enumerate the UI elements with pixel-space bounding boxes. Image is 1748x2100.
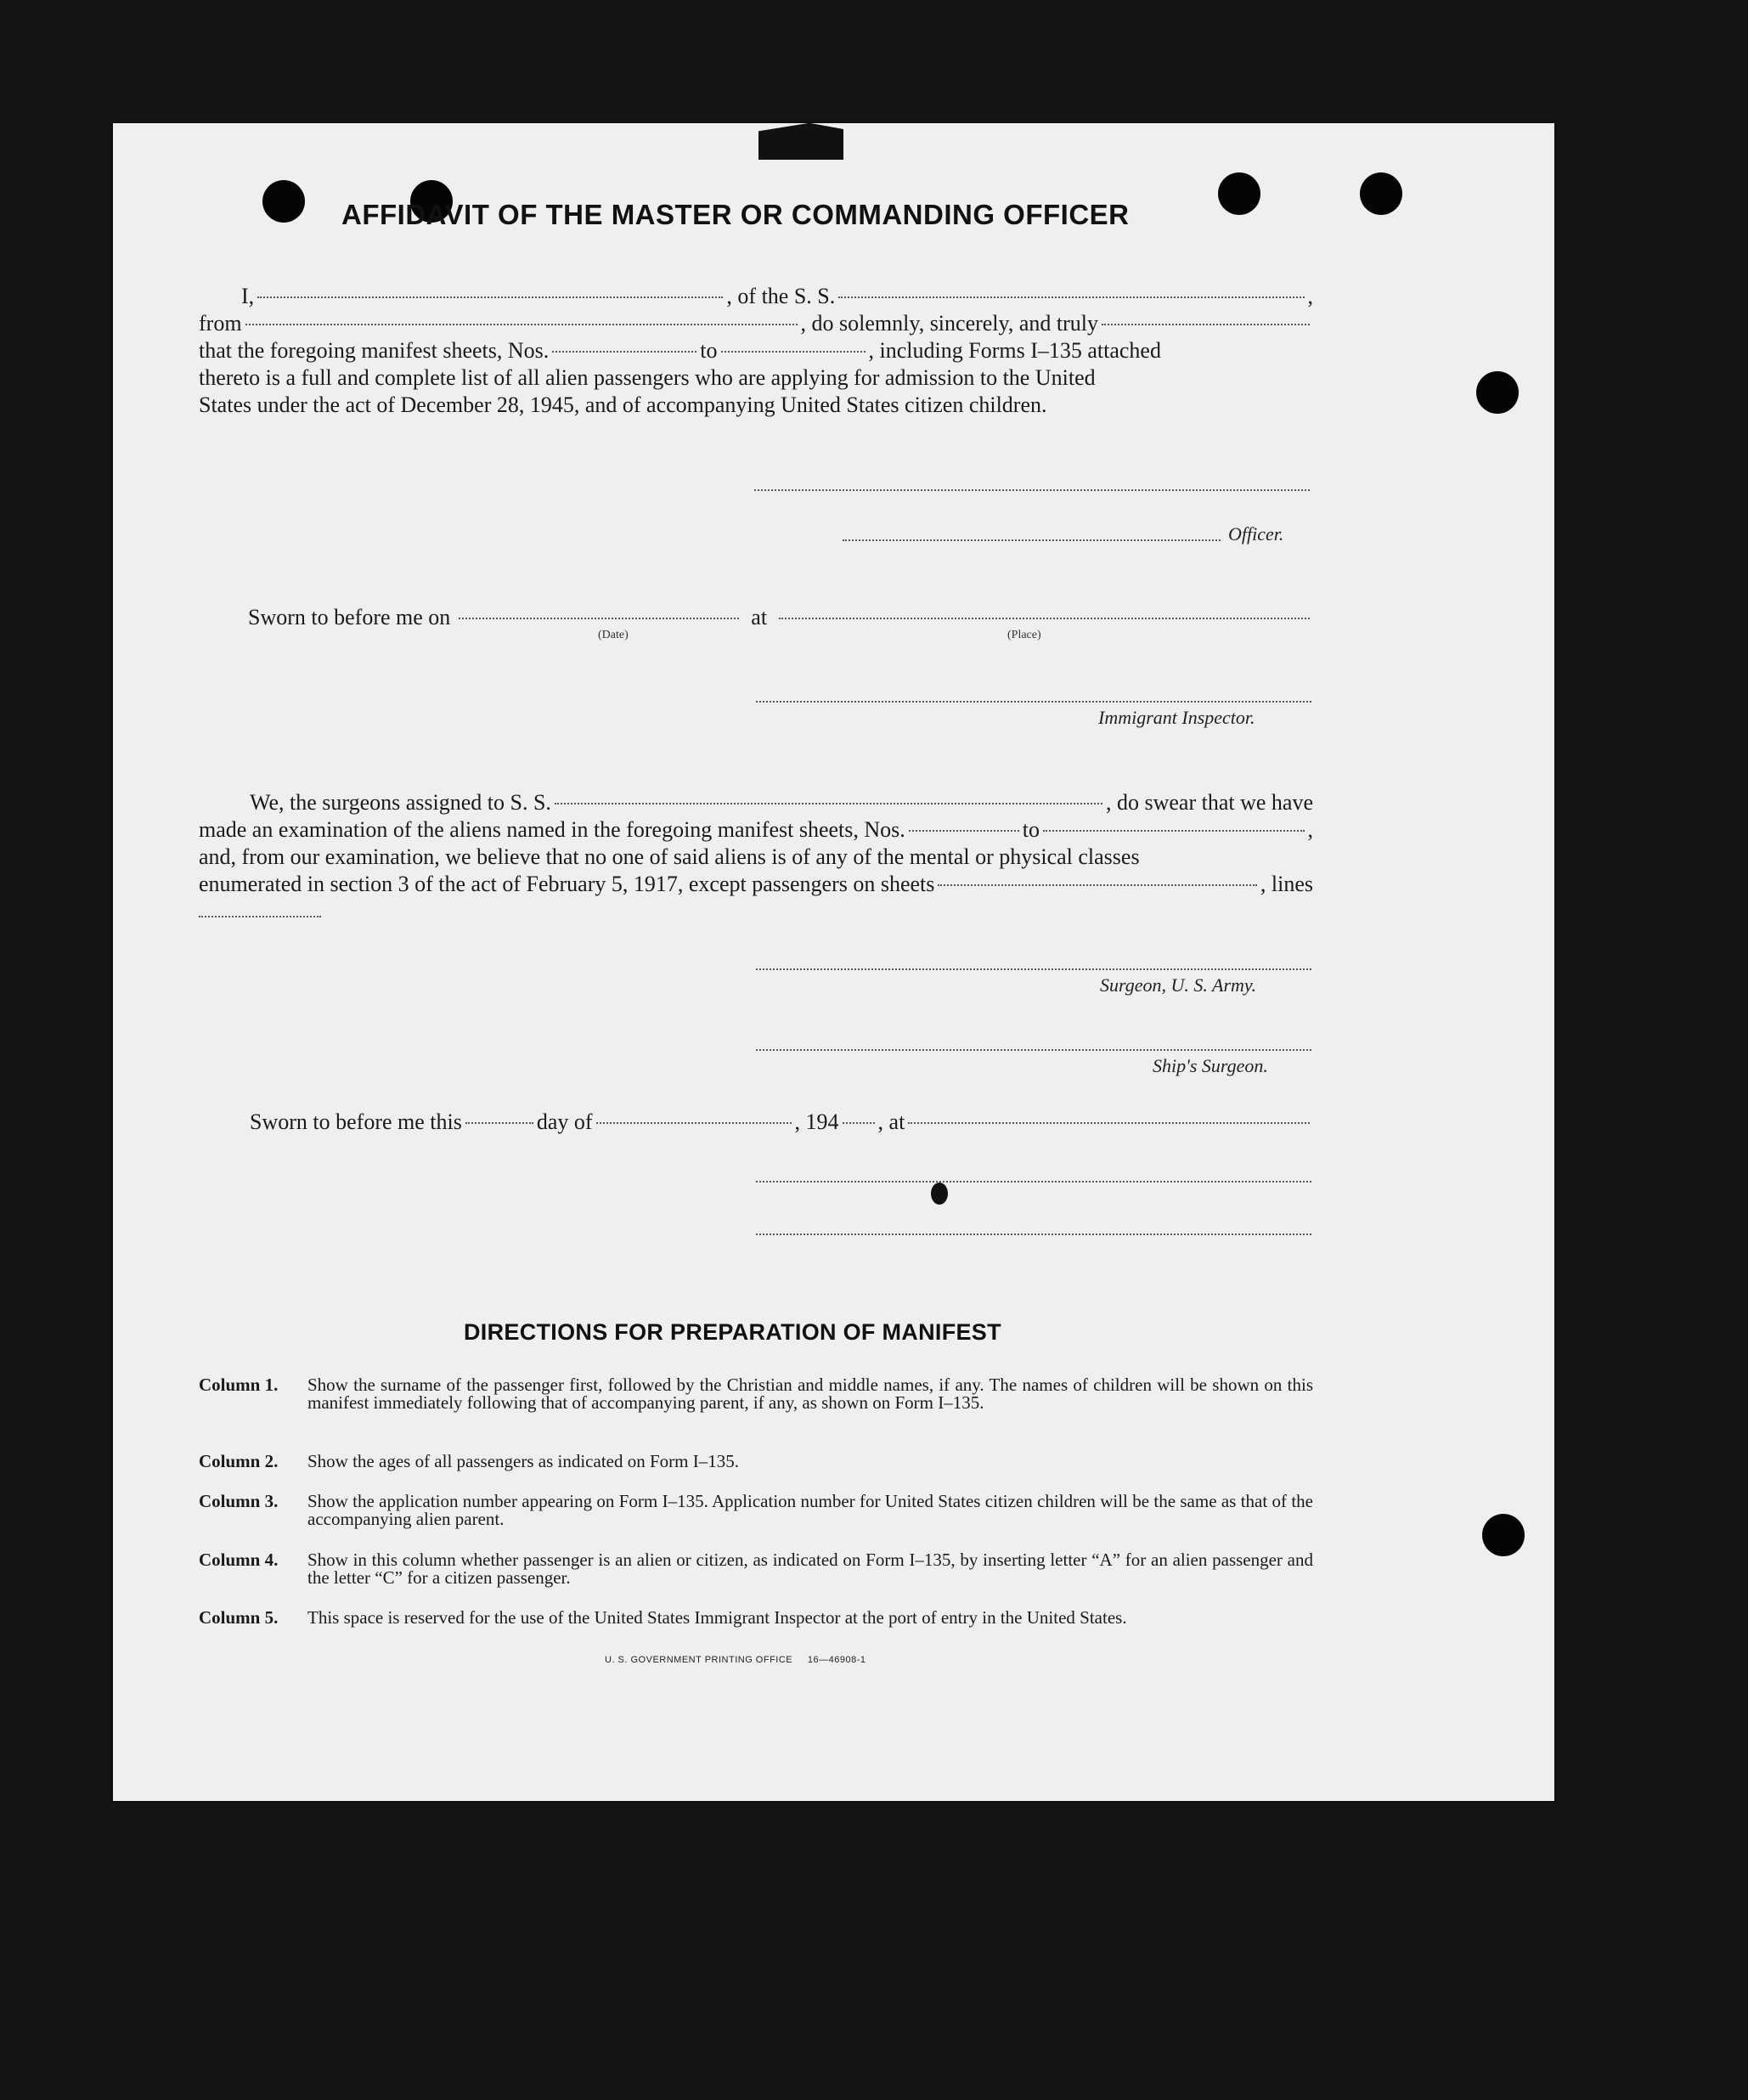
affirm-field[interactable] [1102, 324, 1310, 325]
surgeons-line-3: and, from our examination, we believe that no one of said aliens is of any of the mental or physical classes [199, 844, 1140, 869]
officer-signature-line-1[interactable] [754, 489, 1310, 491]
affidavit-line-1: I, , of the S. S. , [241, 284, 1314, 308]
punch-hole [1360, 172, 1402, 215]
surgeons-line-4: enumerated in section 3 of the act of February 5, 1917, except passengers on sheets , lines [199, 872, 1313, 896]
directions-title: DIRECTIONS FOR PREPARATION OF MANIFEST [464, 1319, 1001, 1345]
sworn-at-field[interactable] [908, 1122, 1310, 1124]
punch-hole [1482, 1514, 1525, 1556]
sworn-place-field[interactable] [779, 618, 1310, 619]
except-sheets-field[interactable] [938, 884, 1256, 886]
punch-hole [262, 180, 305, 223]
ship-surgeon-signature-line[interactable] [756, 1049, 1311, 1051]
ship-surgeon-label: Ship's Surgeon. [1153, 1055, 1268, 1076]
from-port-field[interactable] [245, 324, 798, 325]
affidavit-line-5: States under the act of December 28, 1945, and of accompanying United States citizen children. [199, 392, 1047, 417]
affidavit-line-4: thereto is a full and complete list of all alien passengers who are applying for admission to the United [199, 365, 1096, 390]
sworn-month-field[interactable] [596, 1122, 792, 1124]
surgeons-line-1: We, the surgeons assigned to S. S. , do swear that we have [250, 790, 1313, 815]
punch-hole [1218, 172, 1260, 215]
direction-item: Column 4. Show in this column whether passenger is an alien or citizen, as indicated on Form I–135, by inserting letter “A” for an alien passenger and the letter “C” for a citizen passenger. [199, 1550, 1313, 1588]
printing-office-footer: U. S. GOVERNMENT PRINTING OFFICE 16—46908-1 [605, 1655, 866, 1665]
affidavit-line-2: from , do solemnly, sincerely, and truly [199, 310, 1313, 337]
sworn-signature-line-1[interactable] [756, 1181, 1311, 1183]
sworn-day-field[interactable] [465, 1122, 533, 1124]
ink-blot [931, 1183, 948, 1205]
affidavit-title: AFFIDAVIT OF THE MASTER OR COMMANDING OFFICER [341, 199, 1130, 230]
officer-label: Officer. [1228, 523, 1284, 545]
surgeons-line-2: made an examination of the aliens named in the foregoing manifest sheets, Nos. to , [199, 817, 1313, 842]
surgeons-sheets-from-field[interactable] [909, 830, 1019, 832]
direction-item: Column 2. Show the ages of all passengers as indicated on Form I–135. [199, 1451, 739, 1471]
sworn-line-1: Sworn to before me on at [199, 604, 1313, 631]
lines-field[interactable] [199, 916, 321, 917]
sheets-from-field[interactable] [552, 351, 696, 353]
date-label: (Date) [598, 629, 629, 641]
surgeons-sheets-to-field[interactable] [1043, 830, 1305, 832]
direction-item: Column 5. This space is reserved for the use of the United States Immigrant Inspector at the port of entry in the United States. [199, 1607, 1127, 1628]
sworn-signature-line-2[interactable] [756, 1233, 1311, 1235]
inspector-label: Immigrant Inspector. [1098, 707, 1255, 728]
army-surgeon-label: Surgeon, U. S. Army. [1100, 974, 1256, 996]
direction-item: Column 1. Show the surname of the passenger first, followed by the Christian and middle names, if any. The names of children will be shown on this manifest immediately following that of accompanying parent, if any, as shown on Form I–135. [199, 1375, 1313, 1413]
inspector-signature-line[interactable] [756, 701, 1311, 703]
direction-item: Column 3. Show the application number appearing on Form I–135. Application number for United States citizen children will be the same as that of the accompanying alien parent. [199, 1491, 1313, 1529]
sworn-line-2: Sworn to before me this day of , 194 , at [199, 1109, 1313, 1136]
army-surgeon-signature-line[interactable] [756, 968, 1311, 970]
punch-hole [1476, 371, 1519, 414]
sworn-date-field[interactable] [459, 618, 739, 619]
sheets-to-field[interactable] [721, 351, 866, 353]
sworn-year-field[interactable] [843, 1122, 875, 1124]
master-name-field[interactable] [257, 296, 723, 298]
surgeons-ship-field[interactable] [555, 803, 1102, 804]
ship-name-field[interactable] [838, 296, 1304, 298]
affidavit-line-3: that the foregoing manifest sheets, Nos. to , including Forms I–135 attached [199, 338, 1161, 363]
place-label: (Place) [1007, 629, 1041, 641]
officer-signature-line-2[interactable] [843, 539, 1221, 541]
